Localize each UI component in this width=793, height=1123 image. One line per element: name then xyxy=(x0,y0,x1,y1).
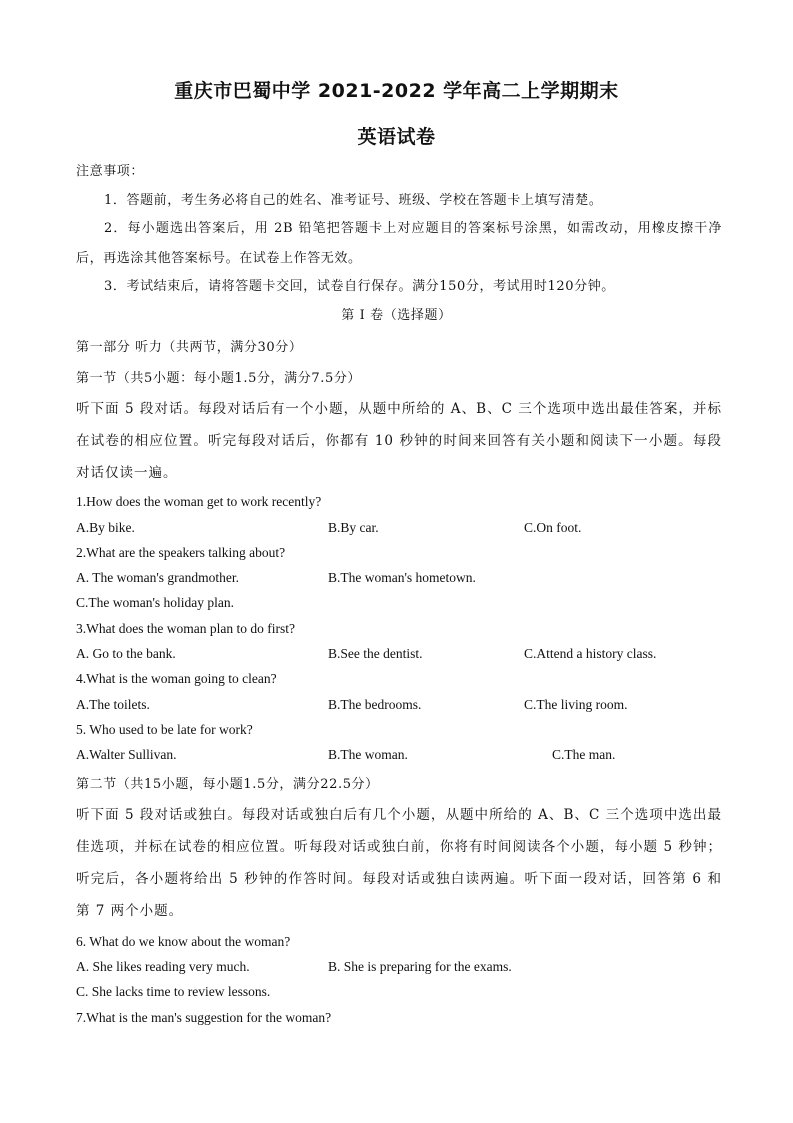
question-6-option-c: C. She lacks time to review lessons. xyxy=(76,984,271,999)
page-subtitle: 英语试卷 xyxy=(357,126,436,148)
question-3-option-c: C.Attend a history class. xyxy=(524,646,657,661)
notice-item-2: 2．每小题选出答案后，用 2B 铅笔把答题卡上对应题目的答案标号涂黑，如需改动，用橡皮擦干净后，再选涂其他答案标号。在试卷上作答无效。 xyxy=(76,221,722,266)
question-2-stem: 2.What are the speakers talking about? xyxy=(76,545,286,560)
page-title: 重庆市巴蜀中学 2021-2022 学年高二上学期期末 xyxy=(174,80,619,102)
question-4-option-c: C.The living room. xyxy=(524,697,628,712)
question-3-stem: 3.What does the woman plan to do first? xyxy=(76,621,295,636)
question-2-option-b: B.The woman's hometown. xyxy=(328,570,476,585)
question-6-stem: 6. What do we know about the woman? xyxy=(76,934,291,949)
question-4-option-a: A.The toilets. xyxy=(76,697,150,712)
question-1-option-b: B.By car. xyxy=(328,520,379,535)
question-7-stem: 7.What is the man's suggestion for the woman? xyxy=(76,1010,332,1025)
question-5-option-b: B.The woman. xyxy=(328,747,408,762)
question-1-option-c: C.On foot. xyxy=(524,520,582,535)
notice-item-3: 3．考试结束后，请将答题卡交回，试卷自行保存。满分150分，考试用时120分钟。 xyxy=(104,279,615,294)
question-2-option-c: C.The woman's holiday plan. xyxy=(76,595,235,610)
notice-heading: 注意事项： xyxy=(76,164,145,179)
question-1-option-a: A.By bike. xyxy=(76,520,135,535)
question-1-stem: 1.How does the woman get to work recently? xyxy=(76,494,322,509)
question-4-option-b: B.The bedrooms. xyxy=(328,697,422,712)
volume-title: 第 I 卷（选择题） xyxy=(341,308,452,323)
question-2-option-a: A. The woman's grandmother. xyxy=(76,570,240,585)
question-6-option-b: B. She is preparing for the exams. xyxy=(328,959,512,974)
question-3-option-b: B.See the dentist. xyxy=(328,646,423,661)
question-5-stem: 5. Who used to be late for work? xyxy=(76,722,253,737)
question-3-option-a: A. Go to the bank. xyxy=(76,646,176,661)
question-5-option-c: C.The man. xyxy=(552,747,616,762)
section1-title: 第一节（共5小题：每小题1.5分，满分7.5分） xyxy=(76,371,362,386)
question-5-option-a: A.Walter Sullivan. xyxy=(76,747,177,762)
question-6-option-a: A. She likes reading very much. xyxy=(76,959,250,974)
question-4-stem: 4.What is the woman going to clean? xyxy=(76,671,277,686)
section2-instructions: 听下面 5 段对话或独白。每段对话或独白后有几个小题，从题中所给的 A、B、C 三个选项中选出最佳选项，并标在试卷的相应位置。听每段对话或独白前，你将有时间阅读各个小题，每小题 5 秒钟；听完后，各小题将给出 5 秒钟的作答时间。每段对话或独白读两遍。听下面一段对话，回答第 6 和第 7 两个小题。 xyxy=(76,807,722,919)
notice-item-1: 1．答题前，考生务必将自己的姓名、准考证号、班级、学校在答题卡上填写清楚。 xyxy=(104,193,603,208)
section1-instructions: 听下面 5 段对话。每段对话后有一个小题，从题中所给的 A、B、C 三个选项中选出最佳答案，并标在试卷的相应位置。听完每段对话后，你都有 10 秒钟的时间来回答有关小题和阅读下一小题。每段对话仅读一遍。 xyxy=(76,401,722,481)
part1-title: 第一部分 听力（共两节，满分30分） xyxy=(76,340,303,355)
section2-title: 第二节（共15小题，每小题1.5分，满分22.5分） xyxy=(76,777,379,792)
